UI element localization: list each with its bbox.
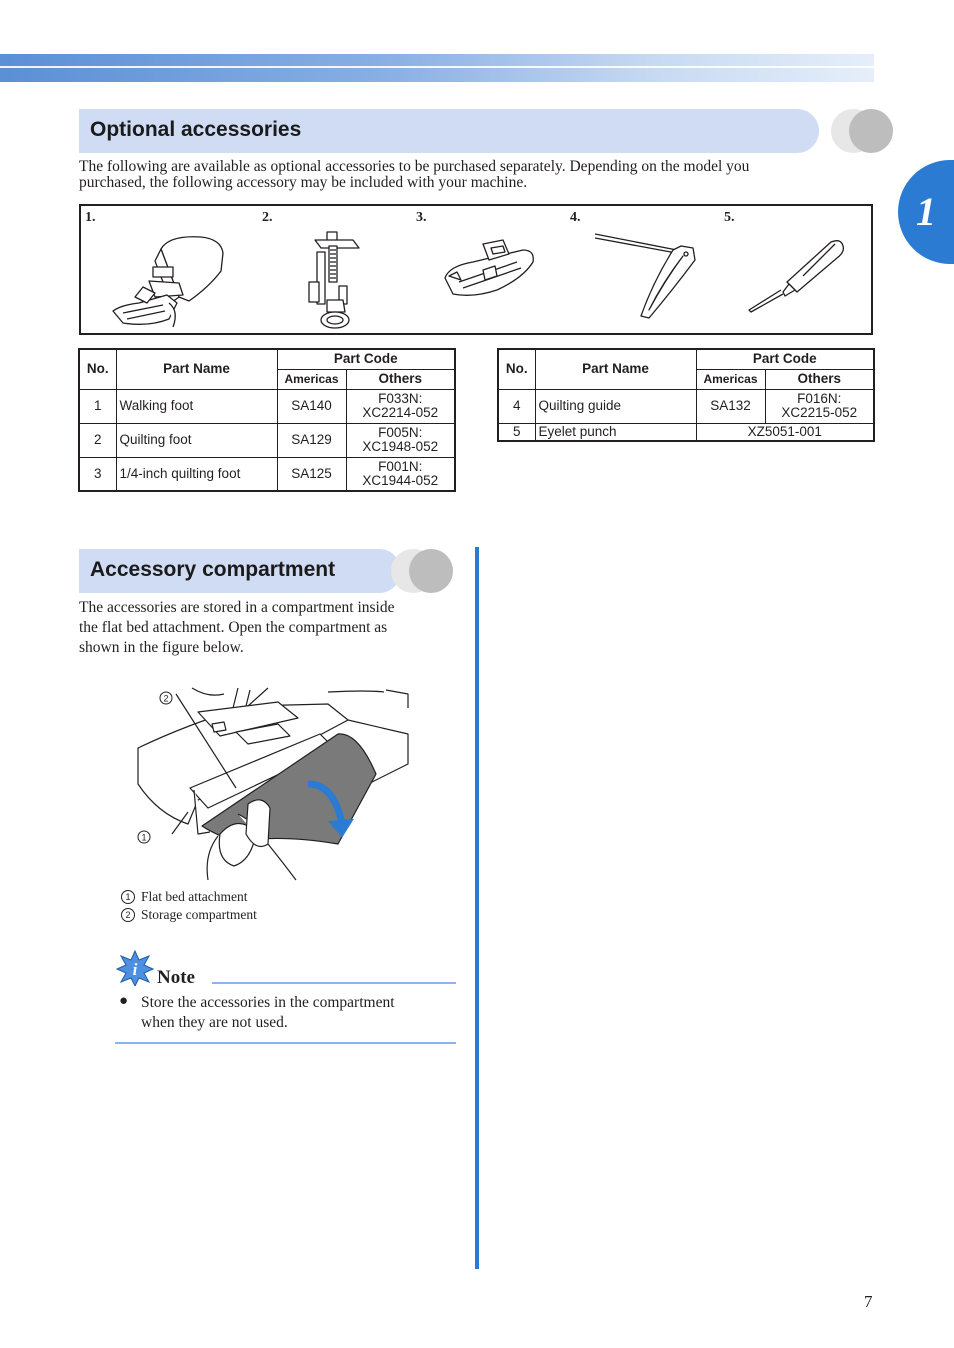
quilting-guide-illustration bbox=[591, 230, 701, 322]
compartment-illustration bbox=[128, 684, 418, 884]
header-part-name: Part Name bbox=[535, 349, 696, 389]
note-bullet: ● bbox=[119, 993, 129, 1009]
eyelet-punch-illustration bbox=[745, 236, 849, 314]
header-others: Others bbox=[346, 369, 455, 389]
table-row: 2 Quilting foot SA129 F005N: XC1948-052 bbox=[79, 423, 455, 457]
table-row: 4 Quilting guide SA132 F016N: XC2215-052 bbox=[498, 389, 874, 423]
callout-1: 1 bbox=[141, 832, 147, 843]
table-row: 5 Eyelet punch XZ5051-001 bbox=[498, 423, 874, 441]
callout-2: 2 bbox=[163, 693, 169, 704]
note-icon bbox=[116, 950, 154, 986]
header-part-name: Part Name bbox=[116, 349, 277, 389]
figure-label-2: 2. bbox=[262, 210, 273, 225]
table-row: 1 Walking foot SA140 F033N: XC2214-052 bbox=[79, 389, 455, 423]
legend-item: 2 Storage compartment bbox=[121, 907, 257, 925]
figure-label-1: 1. bbox=[85, 210, 96, 225]
parts-table-right bbox=[497, 348, 875, 442]
parts-table-left bbox=[78, 348, 456, 492]
figure-label-5: 5. bbox=[724, 210, 735, 225]
accessories-figure bbox=[79, 204, 873, 335]
chapter-number: 1 bbox=[916, 189, 936, 234]
header-americas: Americas bbox=[696, 369, 765, 389]
header-no: No. bbox=[498, 349, 535, 389]
note-top-rule bbox=[212, 982, 456, 984]
header-no: No. bbox=[79, 349, 116, 389]
chapter-tab bbox=[898, 160, 954, 264]
note-title: Note bbox=[157, 967, 195, 988]
header-part-code: Part Code bbox=[277, 349, 455, 369]
section-heading-optional-accessories bbox=[79, 109, 819, 153]
table-row: 3 1/4-inch quilting foot SA125 F001N: XC1944-052 bbox=[79, 457, 455, 491]
intro-paragraph: The following are available as optional accessories to be purchased separately. Depending on the model you purchased, the following accessory may be included with your machine. bbox=[79, 158, 750, 191]
svg-text:i: i bbox=[132, 960, 138, 979]
page-number: 7 bbox=[864, 1292, 873, 1311]
note-text: Store the accessories in the compartment when they are not used. bbox=[141, 994, 395, 1031]
compartment-paragraph: The accessories are stored in a compartment inside the flat bed attachment. Open the compartment as shown in the figure below. bbox=[79, 599, 395, 656]
section-heading-accessory-compartment bbox=[79, 549, 401, 593]
header-others: Others bbox=[765, 369, 874, 389]
header-part-code: Part Code bbox=[696, 349, 874, 369]
note-bottom-rule bbox=[115, 1042, 456, 1044]
section-title: Optional accessories bbox=[90, 118, 302, 141]
walking-foot-illustration bbox=[109, 231, 231, 331]
header-band bbox=[0, 54, 874, 82]
figure-legend bbox=[121, 889, 257, 925]
section-title: Accessory compartment bbox=[90, 558, 336, 581]
quarter-inch-foot-illustration bbox=[443, 236, 537, 302]
header-americas: Americas bbox=[277, 369, 346, 389]
column-divider bbox=[475, 547, 479, 1269]
quilting-foot-illustration bbox=[303, 230, 365, 332]
figure-label-3: 3. bbox=[416, 210, 427, 225]
figure-label-4: 4. bbox=[570, 210, 581, 225]
legend-item: 1 Flat bed attachment bbox=[121, 889, 257, 907]
